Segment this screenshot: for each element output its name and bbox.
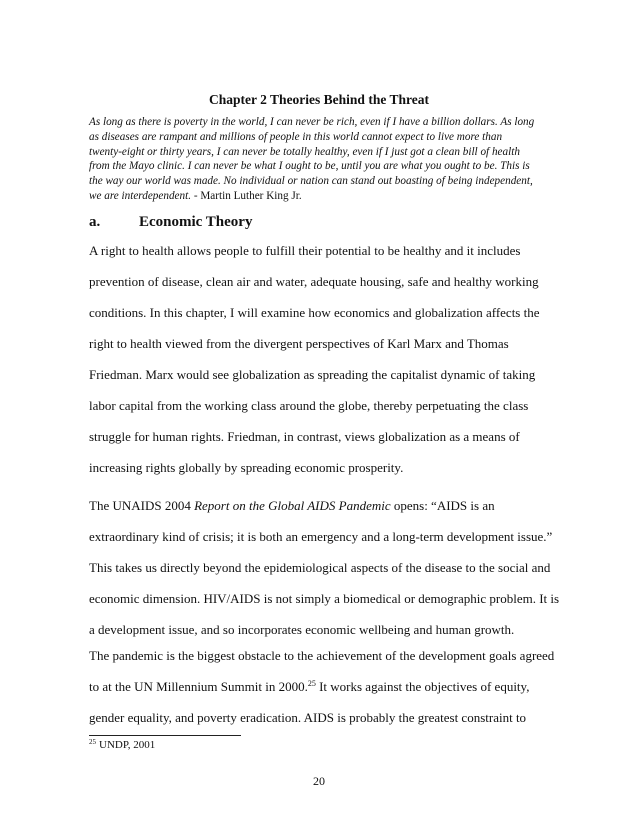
report-title: Report on the Global AIDS Pandemic: [194, 498, 391, 513]
epigraph-line: twenty-eight or thirty years, I can never be totally healthy, even if I just got a clean bill of health: [89, 145, 520, 158]
footnote-divider: [89, 735, 241, 736]
text-run: opens: “AIDS is an: [390, 498, 495, 513]
body-line: A right to health allows people to fulfill their potential to be healthy and it includes: [89, 243, 521, 258]
body-line: a development issue, and so incorporates economic wellbeing and human growth.: [89, 622, 515, 637]
text-run: The UNAIDS 2004: [89, 498, 195, 513]
epigraph-quote: [89, 115, 559, 204]
footnote-number: 25: [89, 738, 96, 746]
body-line: gender equality, and poverty eradication. AIDS is probably the greatest constraint to: [89, 710, 527, 725]
chapter-title: Chapter 2 Theories Behind the Threat: [209, 92, 429, 107]
body-line: struggle for human rights. Friedman, in contrast, views globalization as a means of: [89, 429, 520, 444]
section-number: a.: [89, 214, 101, 230]
body-line: economic dimension. HIV/AIDS is not simply a biomedical or demographic problem. It is: [89, 591, 560, 606]
epigraph-final-line: [89, 189, 559, 204]
body-line: increasing rights globally by spreading economic prosperity.: [89, 460, 404, 475]
footnote-text: UNDP, 2001: [99, 739, 156, 751]
body-line: prevention of disease, clean air and water, adequate housing, safe and healthy working: [89, 274, 539, 289]
body-line: [89, 679, 529, 695]
section-title: Economic Theory: [139, 214, 253, 230]
body-line: Friedman. Marx would see globalization as spreading the capitalist dynamic of taking: [89, 367, 536, 382]
body-line: extraordinary kind of crisis; it is both an emergency and a long-term development issue.”: [89, 529, 553, 544]
epigraph-attribution: - Martin Luther King Jr.: [191, 189, 302, 202]
body-line: The pandemic is the biggest obstacle to the achievement of the development goals agreed: [89, 648, 555, 663]
section-heading: [89, 214, 252, 231]
body-line: [89, 498, 495, 514]
epigraph-line: As long as there is poverty in the world, I can never be rich, even if I have a billion dollars. As long: [89, 116, 535, 128]
epigraph-line: as diseases are rampant and millions of people in this world cannot expect to live more than: [89, 130, 503, 143]
footnote-reference[interactable]: 25: [307, 679, 316, 688]
body-line: right to health viewed from the divergent perspectives of Karl Marx and Thomas: [89, 336, 509, 351]
text-run: to at the UN Millennium Summit in 2000.: [89, 679, 308, 694]
page-number: 20: [313, 774, 325, 788]
body-line: conditions. In this chapter, I will examine how economics and globalization affects the: [89, 305, 540, 320]
body-line: labor capital from the working class around the globe, thereby perpetuating the class: [89, 398, 529, 413]
epigraph-line: the way our world was made. No individual or nation can stand out boasting of being independent,: [89, 175, 533, 188]
text-run: It works against the objectives of equity,: [315, 679, 530, 694]
footnote: [89, 739, 155, 751]
body-line: This takes us directly beyond the epidemiological aspects of the disease to the social and: [89, 560, 551, 575]
epigraph-final-quote: we are interdependent.: [89, 189, 192, 202]
epigraph-line: from the Mayo clinic. I can never be what I ought to be, until you are what you ought to be. This is: [89, 160, 530, 173]
